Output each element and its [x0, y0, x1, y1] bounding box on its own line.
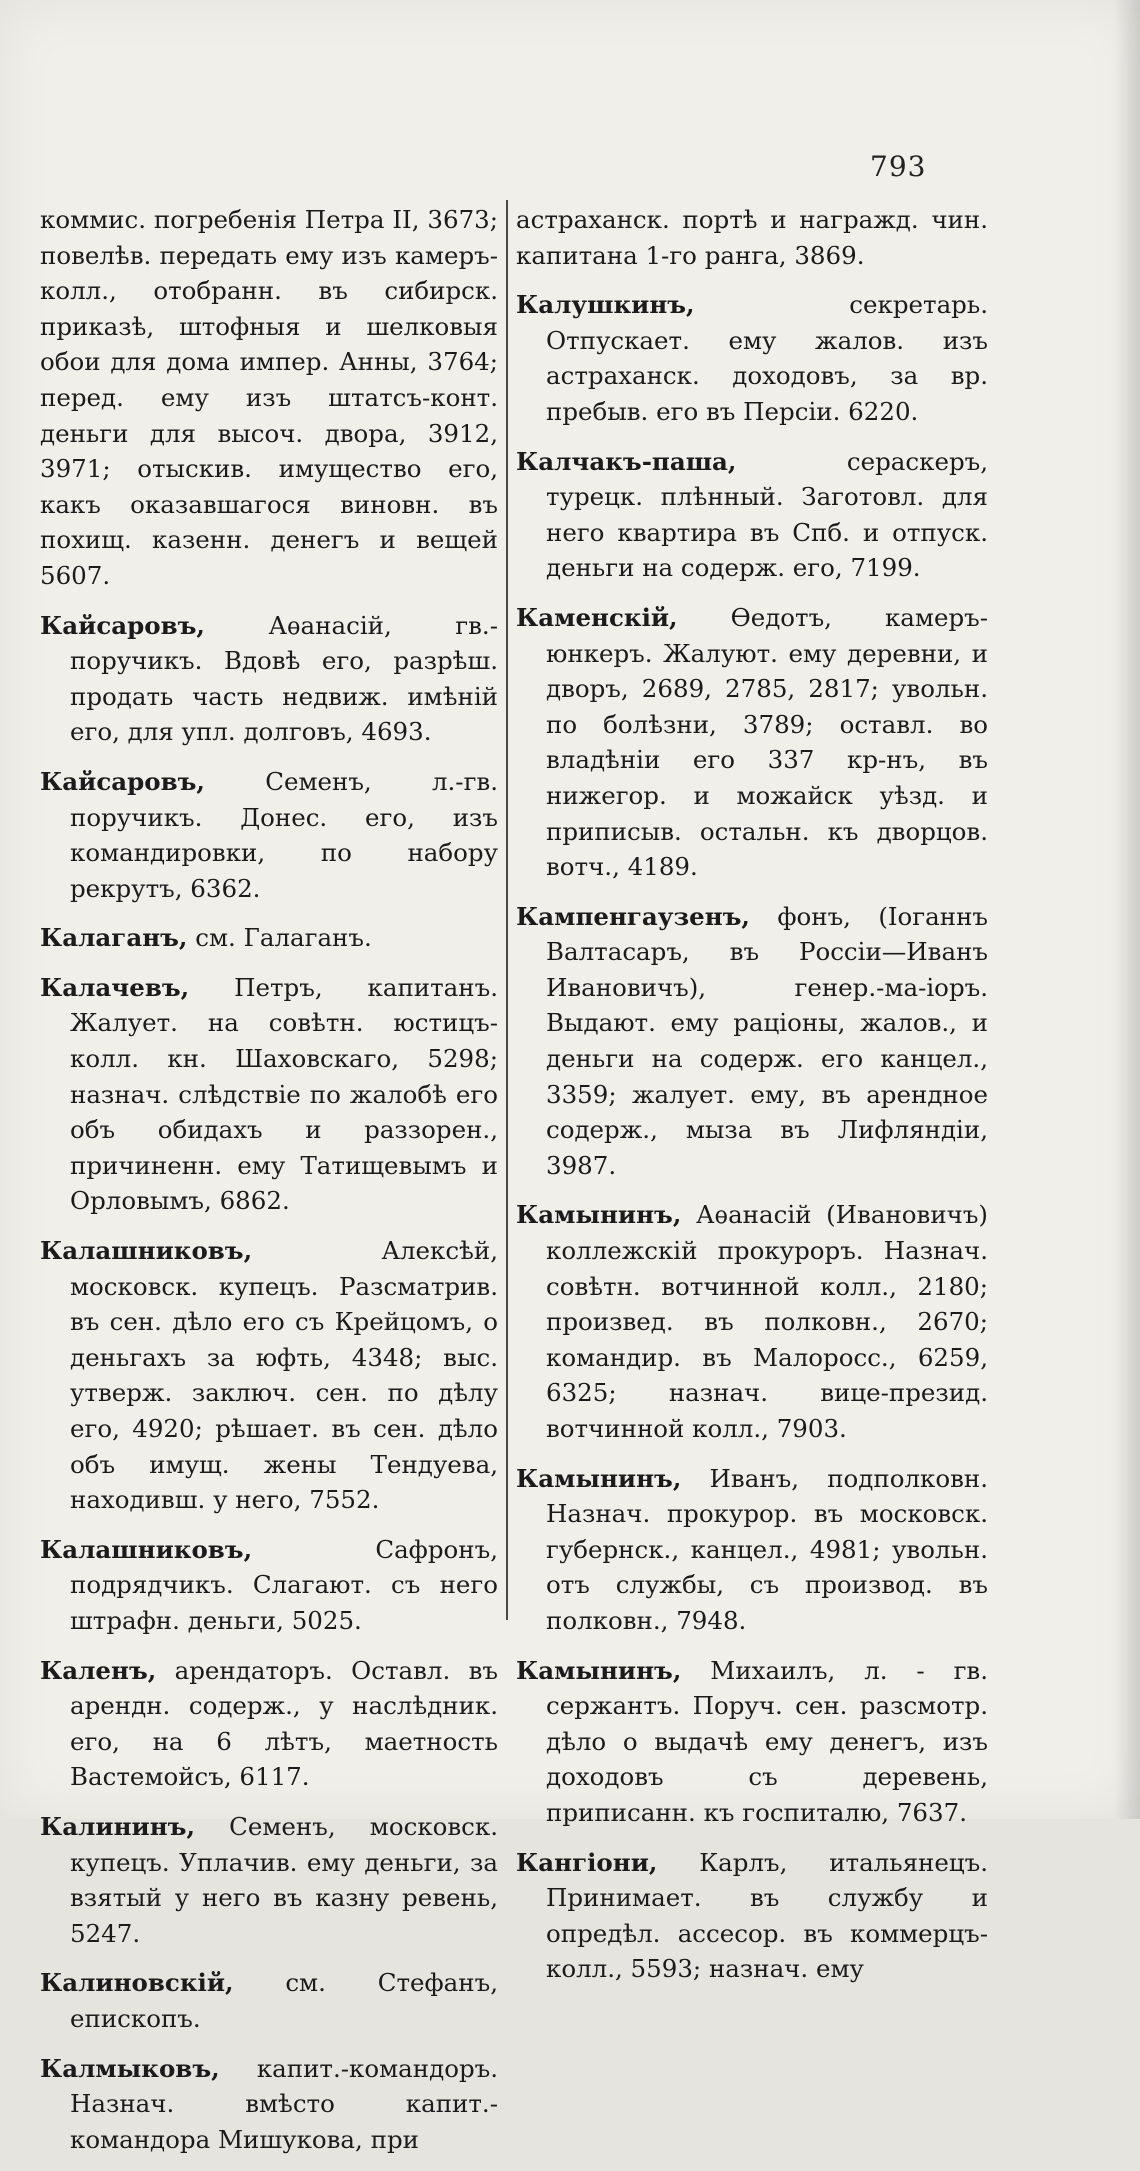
entry-text: Ѳедотъ, камеръ-юнкеръ. Жалуют. ему деревни, и дворъ, 2689, 2785, 2817; увольн. по болѣзни, 3789; оставл. во владѣніи его 337 кр-нъ, въ нижегор. и можайск уѣзд. и приписыв. остальн. къ дворцов. вотч., 4189. [546, 602, 988, 882]
index-entry [516, 899, 988, 1184]
entry-text: сераскеръ, турецк. плѣнный. Заготовл. для него квартира въ Спб. и отпуск. деньги на содерж. его, 7199. [546, 446, 988, 583]
page-number: 793 [870, 150, 927, 183]
index-entry [40, 970, 498, 1219]
entry-headword: Каменскій, [516, 602, 678, 632]
entry-text: коммис. погребенія Петра II, 3673; повелѣв. передать ему изъ камеръ-колл., отобранн. въ сибирск. приказѣ, штофныя и шелковыя обои для дома импер. Анны, 3764; перед. ему изъ штатсъ-конт. деньги для высоч. двора, 3912, 3971; отыскив. имущество его, какъ оказавшагося виновн. въ похищ. казенн. денегъ и вещей 5607. [40, 205, 498, 590]
entry-text: Аѳанасій (Ивановичъ) коллежскій прокуроръ. Назнач. совѣтн. вотчинной колл., 2180; произвед. въ полковн., 2670; командир. въ Малоросс., 6259, 6325; назнач. вице-презид. вотчинной колл., 7903. [546, 1200, 988, 1443]
index-entry [40, 1233, 498, 1518]
right-column [516, 202, 988, 2001]
index-entry [40, 1809, 498, 1951]
index-entry [516, 444, 988, 586]
entry-headword: Калчакъ-паша, [516, 446, 737, 476]
entry-text: Алексѣй, московск. купецъ. Разсматрив. въ сен. дѣло его съ Крейцомъ, о деньгахъ за юфть, 4348; выс. утверж. заключ. сен. по дѣлу его, 4920; рѣшает. въ сен. дѣло объ имущ. жены Тендуева, находивш. у него, 7552. [70, 1236, 498, 1515]
index-entry [40, 2051, 498, 2158]
index-entry [516, 1461, 988, 1639]
entry-headword: Калининъ, [40, 1811, 195, 1841]
entry-headword: Калмыковъ, [40, 2053, 220, 2083]
index-entry [516, 1197, 988, 1446]
entry-text: Семенъ, л.-гв. поручикъ. Донес. его, изъ командировки, по набору рекрутъ, 6362. [70, 766, 498, 903]
entry-text: Семенъ, московск. купецъ. Уплачив. ему деньги, за взятый у него въ казну ревень, 5247. [70, 1811, 498, 1948]
entry-headword: Кампенгаузенъ, [516, 901, 750, 931]
index-entry [40, 608, 498, 750]
index-entry [40, 1532, 498, 1639]
entry-text: Иванъ, подполковн. Назнач. прокурор. въ московск. губернск., канцел., 4981; увольн. отъ службы, съ производ. въ полковн., 7948. [546, 1463, 988, 1635]
entry-headword: Калушкинъ, [516, 290, 695, 320]
entry-headword: Кайсаровъ, [40, 766, 205, 796]
entry-headword: Калаганъ, [40, 923, 188, 953]
entry-text: Михаилъ, л. - гв. сержантъ. Поруч. сен. разсмотр. дѣло о выдачѣ ему денегъ, изъ доходовъ съ деревень, приписанн. къ госпиталю, 7637. [546, 1655, 988, 1827]
index-entry [516, 600, 988, 885]
index-entry [516, 287, 988, 429]
page-edge-shadow [1114, 0, 1140, 1819]
entry-headword: Калашниковъ, [40, 1534, 253, 1564]
entry-text: Карлъ, итальянецъ. Принимает. въ службу и опредѣл. ассесор. въ коммерцъ-колл., 5593; назнач. ему [546, 1847, 988, 1984]
entry-text: астраханск. портѣ и награжд. чин. капитана 1-го ранга, 3869. [516, 205, 988, 270]
entry-headword: Каленъ, [40, 1655, 157, 1685]
entry-text: фонъ, (Іоганнъ Валтасаръ, въ Россіи—Иванъ Ивановичъ), генер.-ма-іоръ. Выдают. ему раціоны, жалов., и деньги на содерж. его канцел., 3359; жалует. ему, въ арендное содерж., мыза въ Лифляндіи, 3987. [546, 901, 988, 1180]
entry-text: Аѳанасій, гв.-поручикъ. Вдовѣ его, разрѣш. продать часть недвиж. имѣній его, для упл. долговъ, 4693. [70, 610, 498, 747]
index-entry [40, 764, 498, 906]
index-entry [40, 202, 498, 594]
index-entry [40, 1965, 498, 2036]
entry-headword: Калачевъ, [40, 972, 190, 1002]
entry-text: см. Стефанъ, епископъ. [70, 1968, 498, 2033]
entry-text: Сафронъ, подрядчикъ. Слагают. съ него штрафн. деньги, 5025. [70, 1534, 498, 1635]
index-entry [516, 1845, 988, 1987]
entry-text: секретарь. Отпускает. ему жалов. изъ астраханск. доходовъ, за вр. пребыв. его въ Персіи. 6220. [546, 290, 988, 426]
left-column [40, 202, 498, 2171]
entry-text: Петръ, капитанъ. Жалует. на совѣтн. юстицъ-колл. кн. Шаховскаго, 5298; назнач. слѣдствіе по жалобѣ его объ обидахъ и раззорен., причиненн. ему Татищевымъ и Орловымъ, 6862. [70, 972, 498, 1216]
entry-headword: Камынинъ, [516, 1200, 682, 1230]
entry-text: арендаторъ. Оставл. въ арендн. содерж., у наслѣдник. его, на 6 лѣтъ, маетность Вастемойсъ, 6117. [70, 1655, 498, 1792]
entry-text: см. Галаганъ. [187, 923, 372, 953]
index-entry [516, 202, 988, 273]
entry-headword: Кайсаровъ, [40, 610, 205, 640]
entry-text: капит.-командоръ. Назнач. вмѣсто капит.-командора Мишукова, при [70, 2053, 498, 2154]
column-divider [506, 200, 508, 1620]
index-entry [516, 1653, 988, 1831]
entry-headword: Калашниковъ, [40, 1236, 253, 1266]
entry-headword: Камынинъ, [516, 1655, 682, 1685]
index-entry [40, 1653, 498, 1795]
entry-headword: Кангіони, [516, 1847, 658, 1877]
entry-headword: Камынинъ, [516, 1463, 682, 1493]
entry-headword: Калиновскій, [40, 1968, 234, 1998]
index-entry [40, 920, 498, 956]
